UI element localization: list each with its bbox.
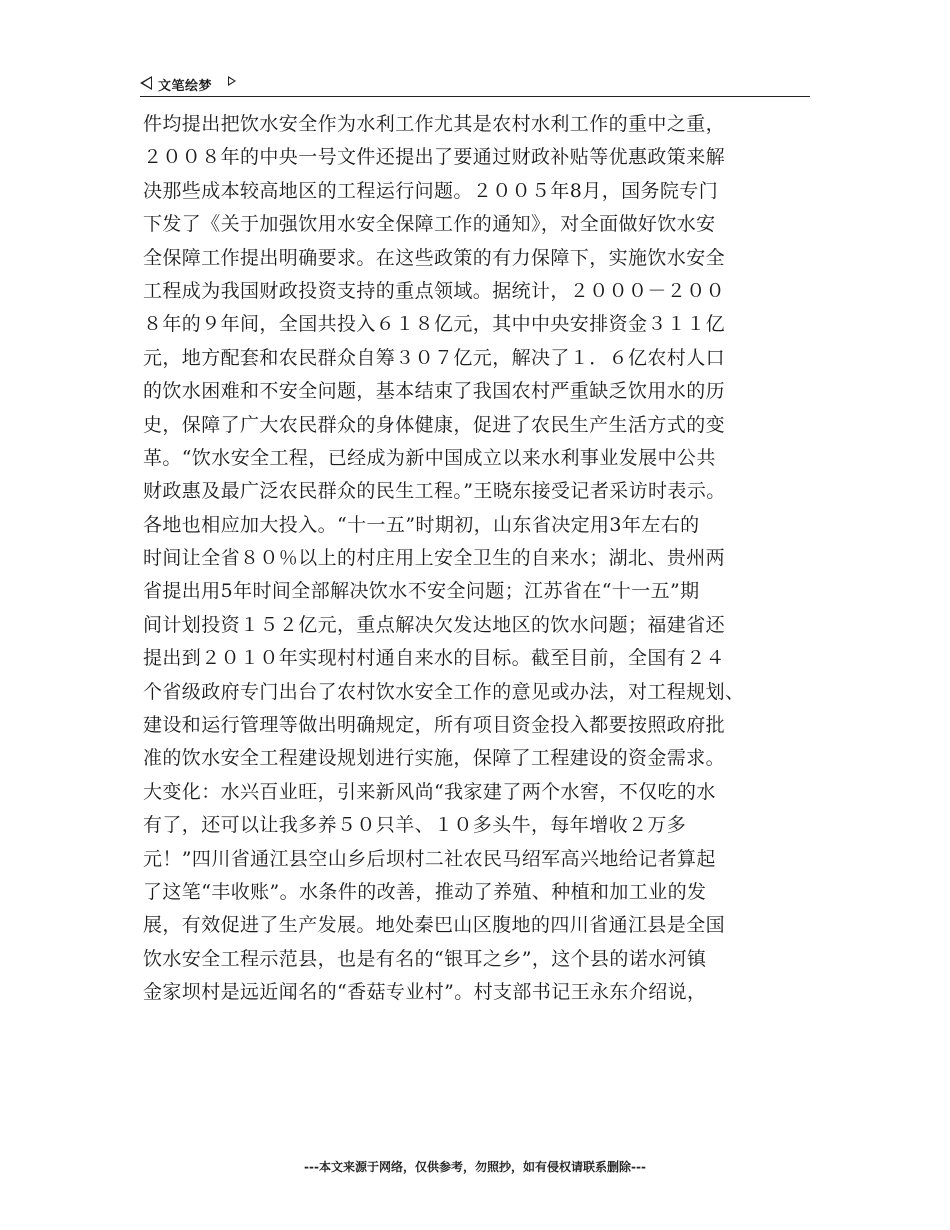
body-line: 的饮水困难和不安全问题，基本结束了我国农村严重缺乏饮用水的历 bbox=[143, 380, 726, 403]
body-line: 元，地方配套和农民群众自筹３０７亿元，解决了１．６亿农村人口 bbox=[143, 346, 726, 369]
body-line: 革。“饮水安全工程，已经成为新中国成立以来水利事业发展中公共 bbox=[143, 446, 716, 469]
body-line: 金家坝村是远近闻名的“香菇专业村”。村支部书记王永东介绍说， bbox=[143, 981, 707, 1004]
body-line: 下发了《关于加强饮用水安全保障工作的通知》，对全面做好饮水安 bbox=[143, 213, 716, 236]
body-line: ８年的９年间，全国共投入６１８亿元，其中中央安排资金３１１亿 bbox=[143, 313, 726, 336]
body-line: 财政惠及最广泛农民群众的民生工程。”王晓东接受记者采访时表示。 bbox=[143, 480, 726, 503]
body-line: 全保障工作提出明确要求。在这些政策的有力保障下，实施饮水安全 bbox=[143, 246, 726, 269]
body-line: 饮水安全工程示范县，也是有名的“银耳之乡”，这个县的诺水河镇 bbox=[143, 947, 707, 970]
triangle-left-icon bbox=[140, 76, 152, 90]
body-line: 提出到２０１０年实现村村通自来水的目标。截至目前，全国有２４ bbox=[143, 647, 726, 670]
page-header bbox=[140, 72, 810, 97]
body-line: 决那些成本较高地区的工程运行问题。２００５年8月，国务院专门 bbox=[143, 179, 719, 202]
body-line: 展，有效促进了生产发展。地处秦巴山区腹地的四川省通江县是全国 bbox=[143, 914, 726, 937]
body-line: 建设和运行管理等做出明确规定，所有项目资金投入都要按照政府批 bbox=[143, 714, 726, 737]
body-line: 史，保障了广大农民群众的身体健康，促进了农民生产生活方式的变 bbox=[143, 413, 726, 436]
body-line: 各地也相应加大投入。“十一五”时期初，山东省决定用3年左右的 bbox=[143, 513, 700, 536]
document-body bbox=[143, 108, 823, 1010]
body-line: 件均提出把饮水安全作为水利工作尤其是农村水利工作的重中之重， bbox=[143, 113, 726, 135]
body-line: 个省级政府专门出台了农村饮水安全工作的意见或办法，对工程规划、 bbox=[143, 680, 745, 703]
body-line: 准的饮水安全工程建设规划进行实施，保障了工程建设的资金需求。 bbox=[143, 747, 726, 770]
header-title: 文笔绘梦 bbox=[158, 79, 213, 94]
body-line: 有了，还可以让我多养５０只羊、１０多头牛，每年增收２万多 bbox=[143, 814, 687, 837]
body-line: 间计划投资１５２亿元，重点解决欠发达地区的饮水问题；福建省还 bbox=[143, 613, 726, 636]
body-line: 时间让全省８０％以上的村庄用上安全卫生的自来水；湖北、贵州两 bbox=[143, 547, 726, 570]
body-line: ２００８年的中央一号文件还提出了要通过财政补贴等优惠政策来解 bbox=[143, 146, 726, 169]
body-line: 了这笔“丰收账”。水条件的改善，推动了养殖、种植和加工业的发 bbox=[143, 880, 707, 903]
body-line: 元！”四川省通江县空山乡后坝村二社农民马绍军高兴地给记者算起 bbox=[143, 847, 716, 870]
body-line: 工程成为我国财政投资支持的重点领域。据统计，２０００－２００ bbox=[143, 279, 726, 302]
body-line: 大变化：水兴百业旺，引来新风尚“我家建了两个水窖，不仅吃的水 bbox=[143, 780, 716, 803]
triangle-right-icon bbox=[228, 76, 236, 86]
body-line: 省提出用5年时间全部解决饮水不安全问题；江苏省在“十一五”期 bbox=[143, 580, 700, 603]
source-disclaimer-footer: ---本文来源于网络，仅供参考，勿照抄，如有侵权请联系删除--- bbox=[304, 1160, 646, 1174]
